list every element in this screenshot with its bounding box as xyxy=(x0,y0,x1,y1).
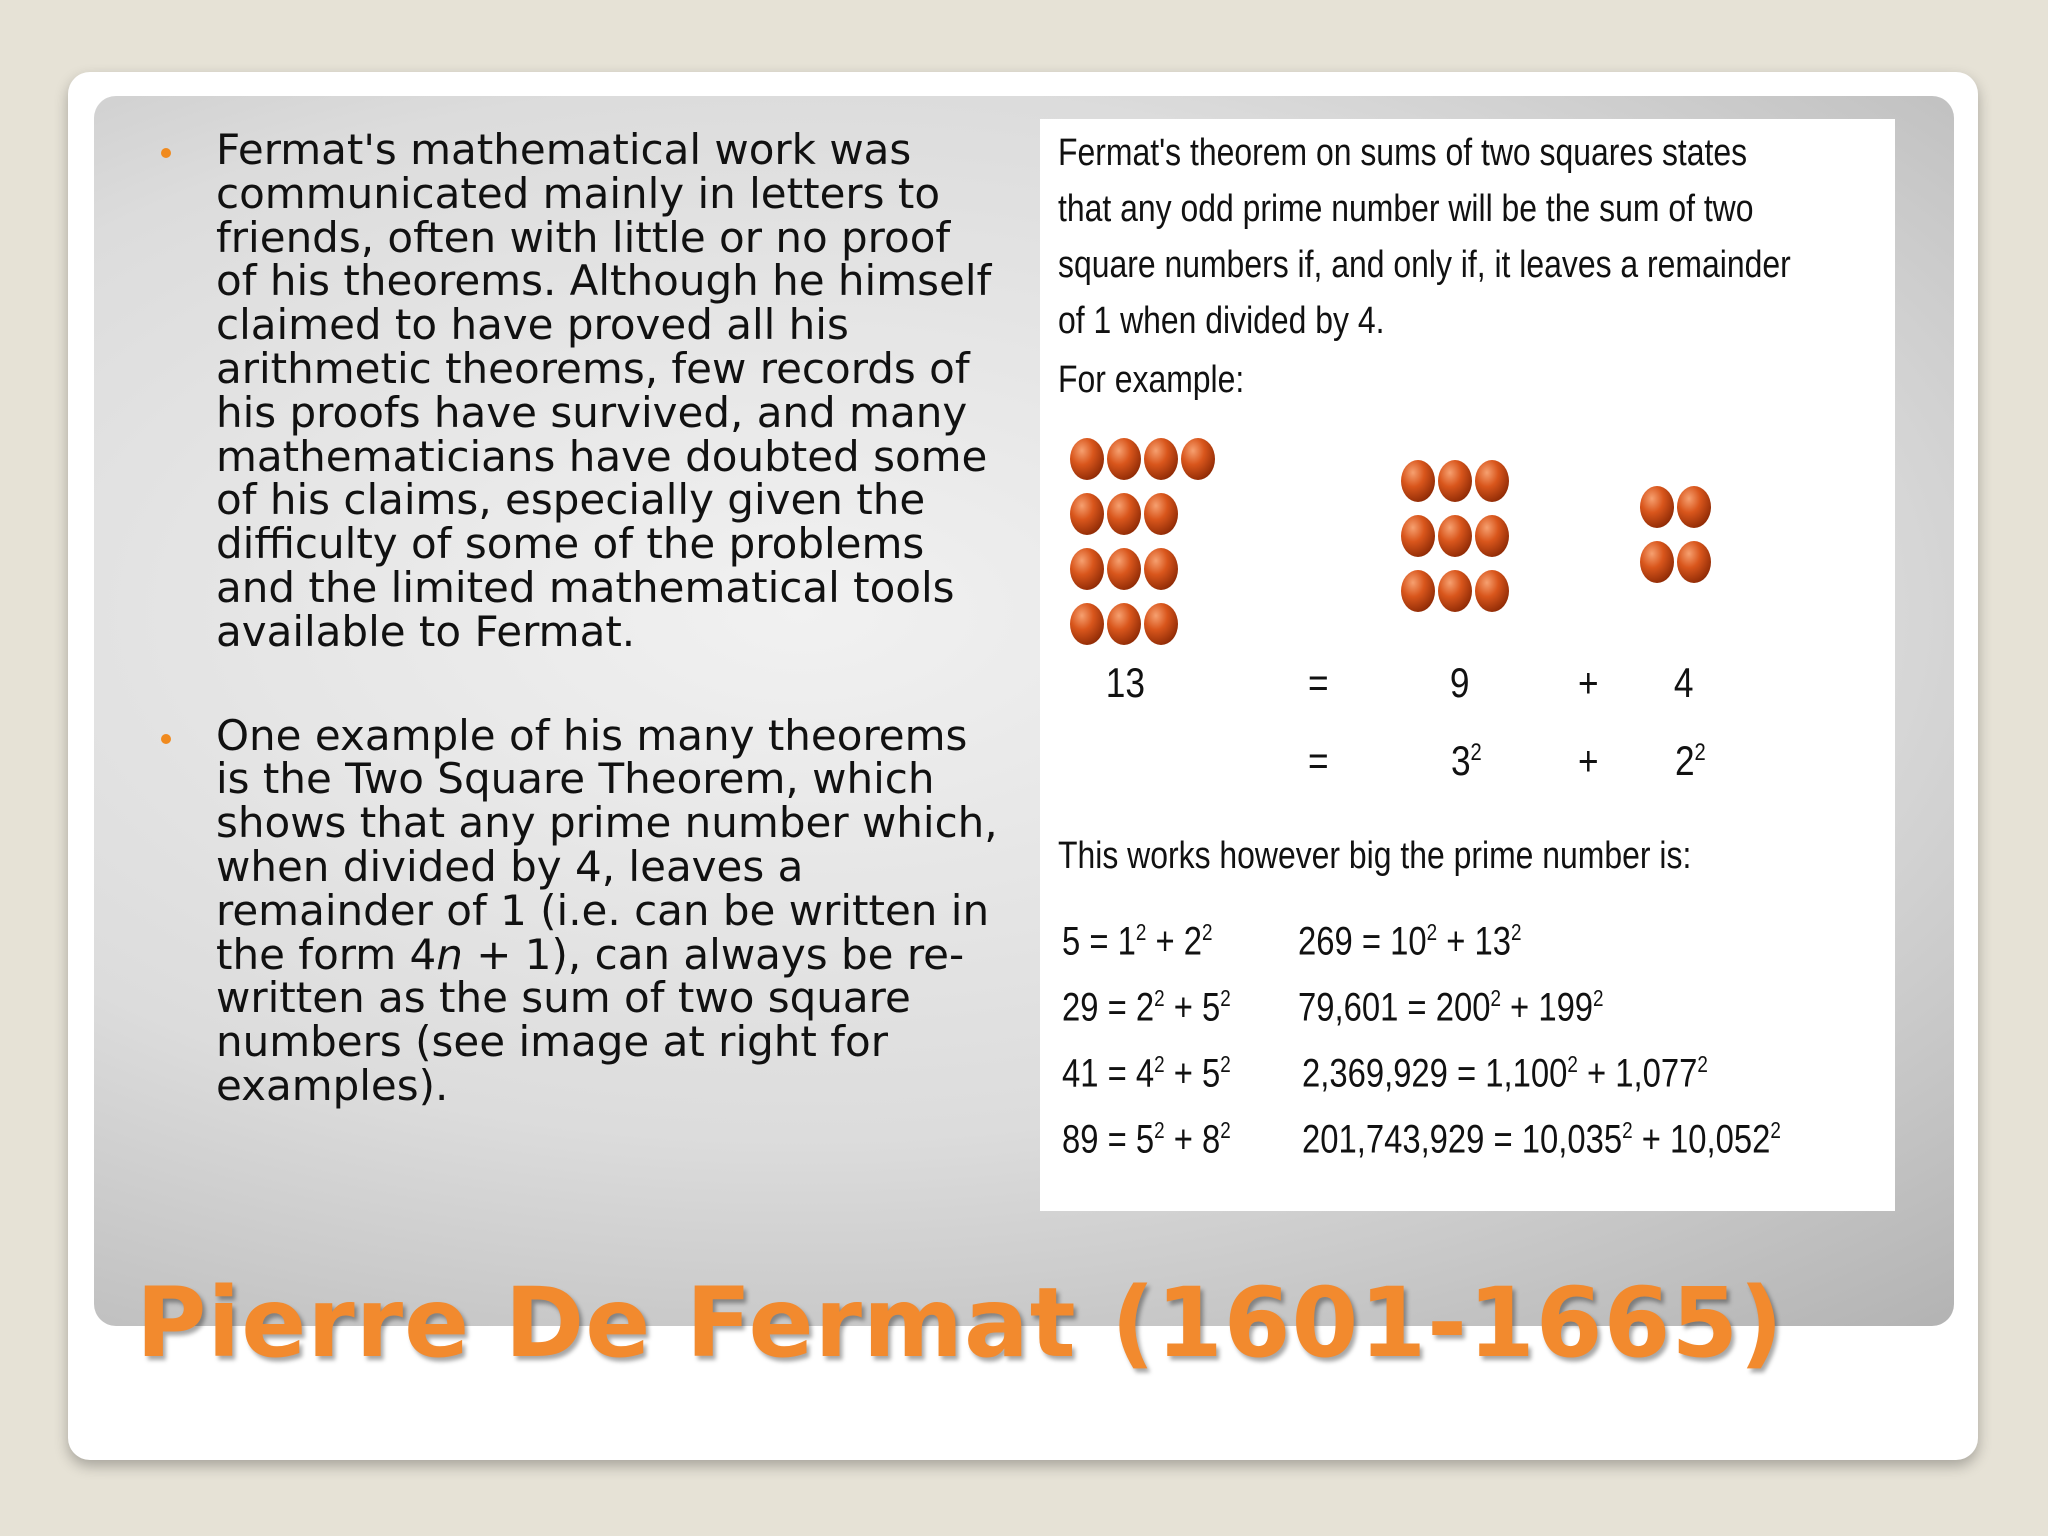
dot-icon xyxy=(1640,486,1674,528)
example-row: $201,743,929 = 10,035^2 + 10,052^2$ xyxy=(1302,1117,1781,1162)
example-row: $79,601 = 200^2 + 199^2$ xyxy=(1298,985,1604,1030)
equation-value-9: 9 xyxy=(1449,659,1470,706)
equation-square-3: $3^2$ xyxy=(1450,737,1482,784)
dot-icon xyxy=(1438,515,1472,557)
equation-value-13: 13 xyxy=(1105,659,1145,706)
bullet-text-variable: n xyxy=(436,929,463,979)
statement-line: Fermat's theorem on sums of two squares states xyxy=(1058,132,1748,174)
dot-icon xyxy=(1475,515,1509,557)
dot-icon xyxy=(1070,438,1104,480)
statement-line: square numbers if, and only if, it leaves a remainder xyxy=(1058,244,1791,286)
example-row: $5 = 1^2 + 2^2$ xyxy=(1062,919,1213,964)
dot-group-9 xyxy=(1401,460,1509,612)
dot-icon xyxy=(1677,541,1711,583)
equation-plus: + xyxy=(1577,737,1599,784)
bullet-item xyxy=(150,710,1000,1110)
dot-icon xyxy=(1070,603,1104,645)
dot-group-4 xyxy=(1640,486,1711,583)
example-row: $89 = 5^2 + 8^2$ xyxy=(1062,1117,1231,1162)
bullet-list xyxy=(150,125,1000,1110)
equation-equals: = xyxy=(1307,737,1329,784)
dot-icon xyxy=(1401,515,1435,557)
dot-icon xyxy=(1107,603,1141,645)
dot-icon xyxy=(1640,541,1674,583)
dot-icon xyxy=(1438,570,1472,612)
example-row: $2,369,929 = 1,100^2 + 1,077^2$ xyxy=(1302,1051,1708,1096)
dot-icon xyxy=(1677,486,1711,528)
example-row: $269 = 10^2 + 13^2$ xyxy=(1298,919,1522,964)
statement-line: that any odd prime number will be the sum of two xyxy=(1058,188,1754,230)
bullet-dot-icon xyxy=(161,148,171,158)
statement-line: of 1 when divided by 4. xyxy=(1058,300,1385,342)
dot-icon xyxy=(1438,460,1472,502)
bullet-item xyxy=(150,125,1000,656)
dot-group-13 xyxy=(1070,438,1215,645)
dot-icon xyxy=(1070,548,1104,590)
bullet-dot-icon xyxy=(161,734,171,744)
dot-icon xyxy=(1144,603,1178,645)
equation-square-2: $2^2$ xyxy=(1674,737,1706,784)
equation-equals: = xyxy=(1307,659,1329,706)
two-squares-figure xyxy=(1040,119,1895,1211)
dot-icon xyxy=(1144,438,1178,480)
bullet-text-start: One example of his many theorems is the Two Square Theorem, which shows that any prime number which, when divided by 4, leaves a remainder of 1 (i.e. can be written in the form 4 xyxy=(216,710,998,979)
equation-value-4: 4 xyxy=(1673,659,1694,706)
slide-title: Pierre De Fermat (1601-1665) xyxy=(136,1267,1785,1379)
dot-icon xyxy=(1401,460,1435,502)
dot-icon xyxy=(1144,493,1178,535)
dot-icon xyxy=(1070,493,1104,535)
dot-diagram xyxy=(1040,119,1895,679)
dot-icon xyxy=(1107,438,1141,480)
dot-icon xyxy=(1401,570,1435,612)
bullet-text-end: + 1), can always be re-written as the sum of two square numbers (see image at right for examples). xyxy=(216,929,965,1110)
equation-plus: + xyxy=(1577,659,1599,706)
dot-icon xyxy=(1181,438,1215,480)
dot-icon xyxy=(1475,570,1509,612)
big-prime-label: This works however big the prime number is: xyxy=(1058,835,1692,877)
example-row: $41 = 4^2 + 5^2$ xyxy=(1062,1051,1231,1096)
dot-icon xyxy=(1144,548,1178,590)
dot-icon xyxy=(1107,548,1141,590)
dot-icon xyxy=(1475,460,1509,502)
bullet-text: Fermat's mathematical work was communicated mainly in letters to friends, often with little or no proof of his theorems. Although he himself claimed to have proved all his arithmetic theorems, few records of his proofs have survived, and many mathematicians have doubted some of his claims, especially given the difficulty of some of the problems and the limited mathematical tools available to Fermat. xyxy=(216,125,992,656)
dot-icon xyxy=(1107,493,1141,535)
for-example-label: For example: xyxy=(1058,359,1245,401)
example-row: $29 = 2^2 + 5^2$ xyxy=(1062,985,1231,1030)
